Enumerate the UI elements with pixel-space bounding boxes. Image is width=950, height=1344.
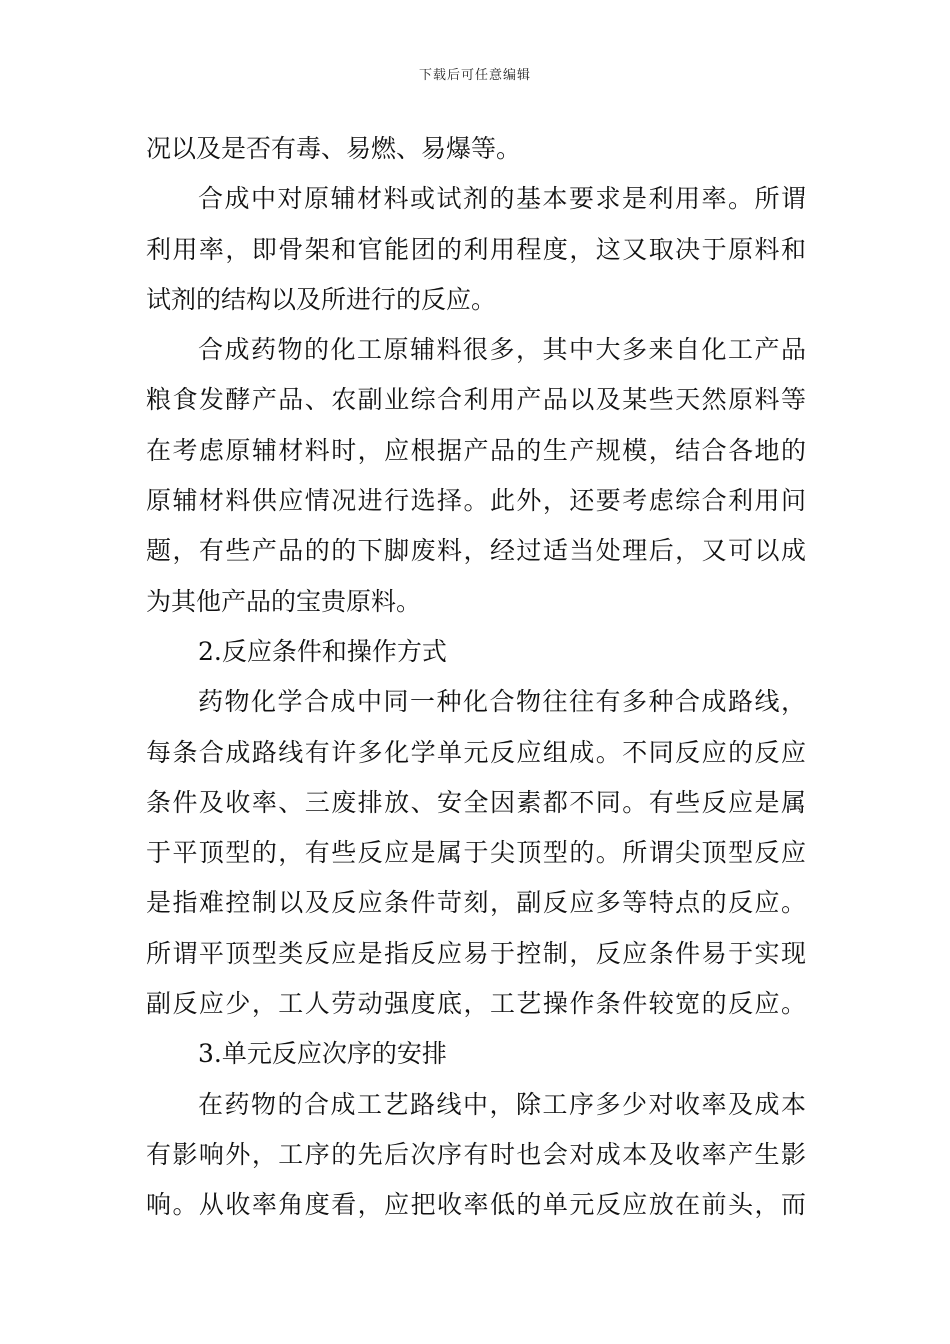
text-line: 药物化学合成中同一种化合物往往有多种合成路线， <box>198 687 806 717</box>
text-line: 有影响外，工序的先后次序有时也会对成本及收率产生影 <box>146 1139 806 1169</box>
text-line: 况以及是否有毒、易燃、易爆等。 <box>146 134 522 163</box>
text-line: 在考虑原辅材料时，应根据产品的生产规模，结合各地的 <box>146 435 806 465</box>
text-line: 于平顶型的，有些反应是属于尖顶型的。所谓尖顶型反应 <box>146 838 806 868</box>
document-body <box>146 124 806 1231</box>
text-line: 在药物的合成工艺路线中，除工序多少对收率及成本 <box>198 1089 806 1119</box>
page-header: 下载后可任意编辑 <box>418 68 531 83</box>
section-heading: 3.单元反应次序的安排 <box>198 1039 447 1069</box>
text-line: 粮食发酵产品、农副业综合利用产品以及某些天然原料等 <box>146 385 806 415</box>
text-line: 响。从收率角度看，应把收率低的单元反应放在前头，而 <box>146 1190 806 1220</box>
section-heading: 2.反应条件和操作方式 <box>198 636 447 666</box>
text-line: 合成药物的化工原辅料很多，其中大多来自化工产品 <box>198 335 806 365</box>
text-line: 为其他产品的宝贵原料。 <box>146 586 422 616</box>
text-line: 是指难控制以及反应条件苛刻，副反应多等特点的反应。 <box>146 888 806 918</box>
text-line: 利用率，即骨架和官能团的利用程度，这又取决于原料和 <box>146 234 806 264</box>
text-line: 副反应少，工人劳动强度底，工艺操作条件较宽的反应。 <box>146 989 806 1019</box>
text-line: 试剂的结构以及所进行的反应。 <box>146 284 497 314</box>
text-line: 题，有些产品的的下脚废料，经过适当处理后，又可以成 <box>146 536 806 566</box>
text-line: 原辅材料供应情况进行选择。此外，还要考虑综合利用问 <box>146 486 806 516</box>
text-line: 条件及收率、三废排放、安全因素都不同。有些反应是属 <box>146 787 806 817</box>
text-line: 每条合成路线有许多化学单元反应组成。不同反应的反应 <box>146 737 806 767</box>
text-line: 合成中对原辅材料或试剂的基本要求是利用率。所谓 <box>198 184 806 214</box>
text-line: 所谓平顶型类反应是指反应易于控制，反应条件易于实现 <box>146 938 806 968</box>
